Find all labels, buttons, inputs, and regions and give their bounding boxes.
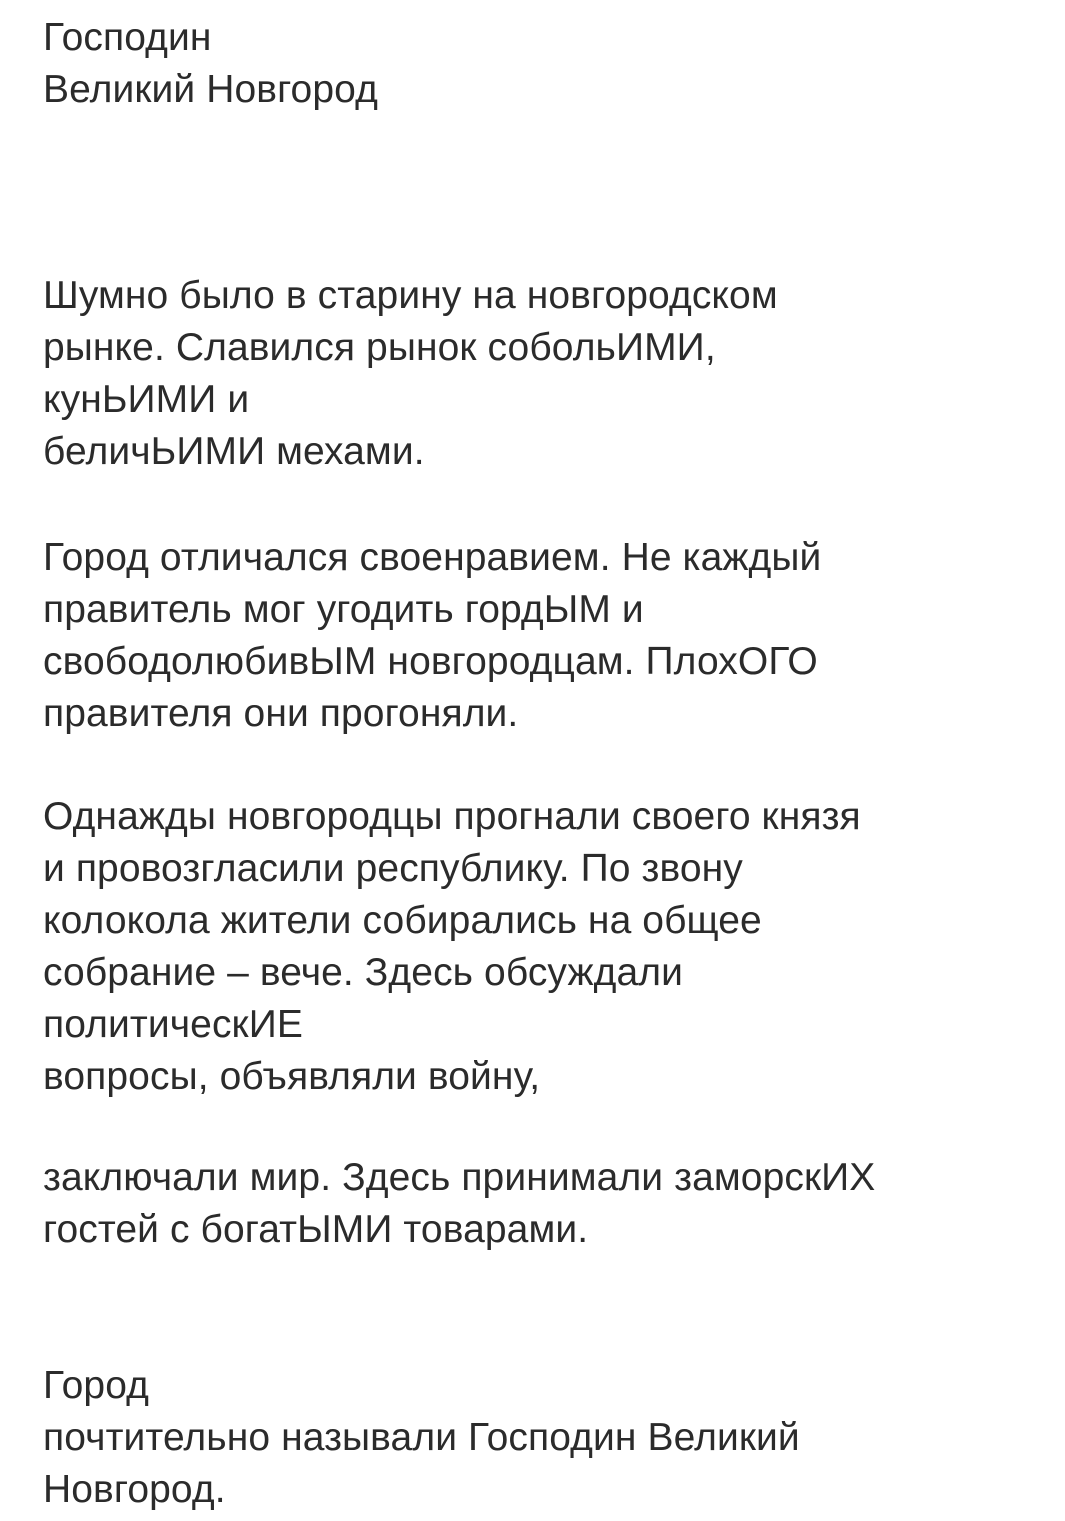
paragraph-line: собрание – вече. Здесь обсуждали xyxy=(43,951,684,994)
paragraph-line: кунЬИМИ и xyxy=(43,378,250,421)
paragraph-line: гостей с богатЫМИ товарами. xyxy=(43,1208,589,1251)
paragraph-line: и провозгласили республику. По звону xyxy=(43,847,743,890)
paragraph-line: вопросы, объявляли войну, xyxy=(43,1055,541,1098)
paragraph-4 xyxy=(43,1152,875,1256)
paragraph-line: Город отличался своенравием. Не каждый xyxy=(43,536,822,579)
paragraph-line: Шумно было в старину на новгородском xyxy=(43,274,778,317)
title-block xyxy=(43,12,378,116)
paragraph-line: Новгород. xyxy=(43,1468,226,1511)
paragraph-line: правителя они прогоняли. xyxy=(43,692,519,735)
paragraph-2 xyxy=(43,532,821,740)
paragraph-line: почтительно называли Господин Великий xyxy=(43,1416,800,1459)
paragraph-line: заключали мир. Здесь принимали заморскИХ xyxy=(43,1156,876,1199)
title-line: Господин xyxy=(43,16,212,59)
paragraph-5 xyxy=(43,1360,800,1516)
paragraph-line: колокола жители собирались на общее xyxy=(43,899,762,942)
paragraph-3 xyxy=(43,791,861,1103)
paragraph-line: Город xyxy=(43,1364,149,1407)
paragraph-line: Однажды новгородцы прогнали своего князя xyxy=(43,795,861,838)
paragraph-line: свободолюбивЫМ новгородцам. ПлохОГО xyxy=(43,640,818,683)
paragraph-line: рынке. Славился рынок собольИМИ, xyxy=(43,326,716,369)
paragraph-1 xyxy=(43,270,778,478)
title-line: Великий Новгород xyxy=(43,68,378,111)
paragraph-line: правитель мог угодить гордЫМ и xyxy=(43,588,644,631)
paragraph-line: беличЬИМИ мехами. xyxy=(43,430,425,473)
paragraph-line: политическИЕ xyxy=(43,1003,303,1046)
